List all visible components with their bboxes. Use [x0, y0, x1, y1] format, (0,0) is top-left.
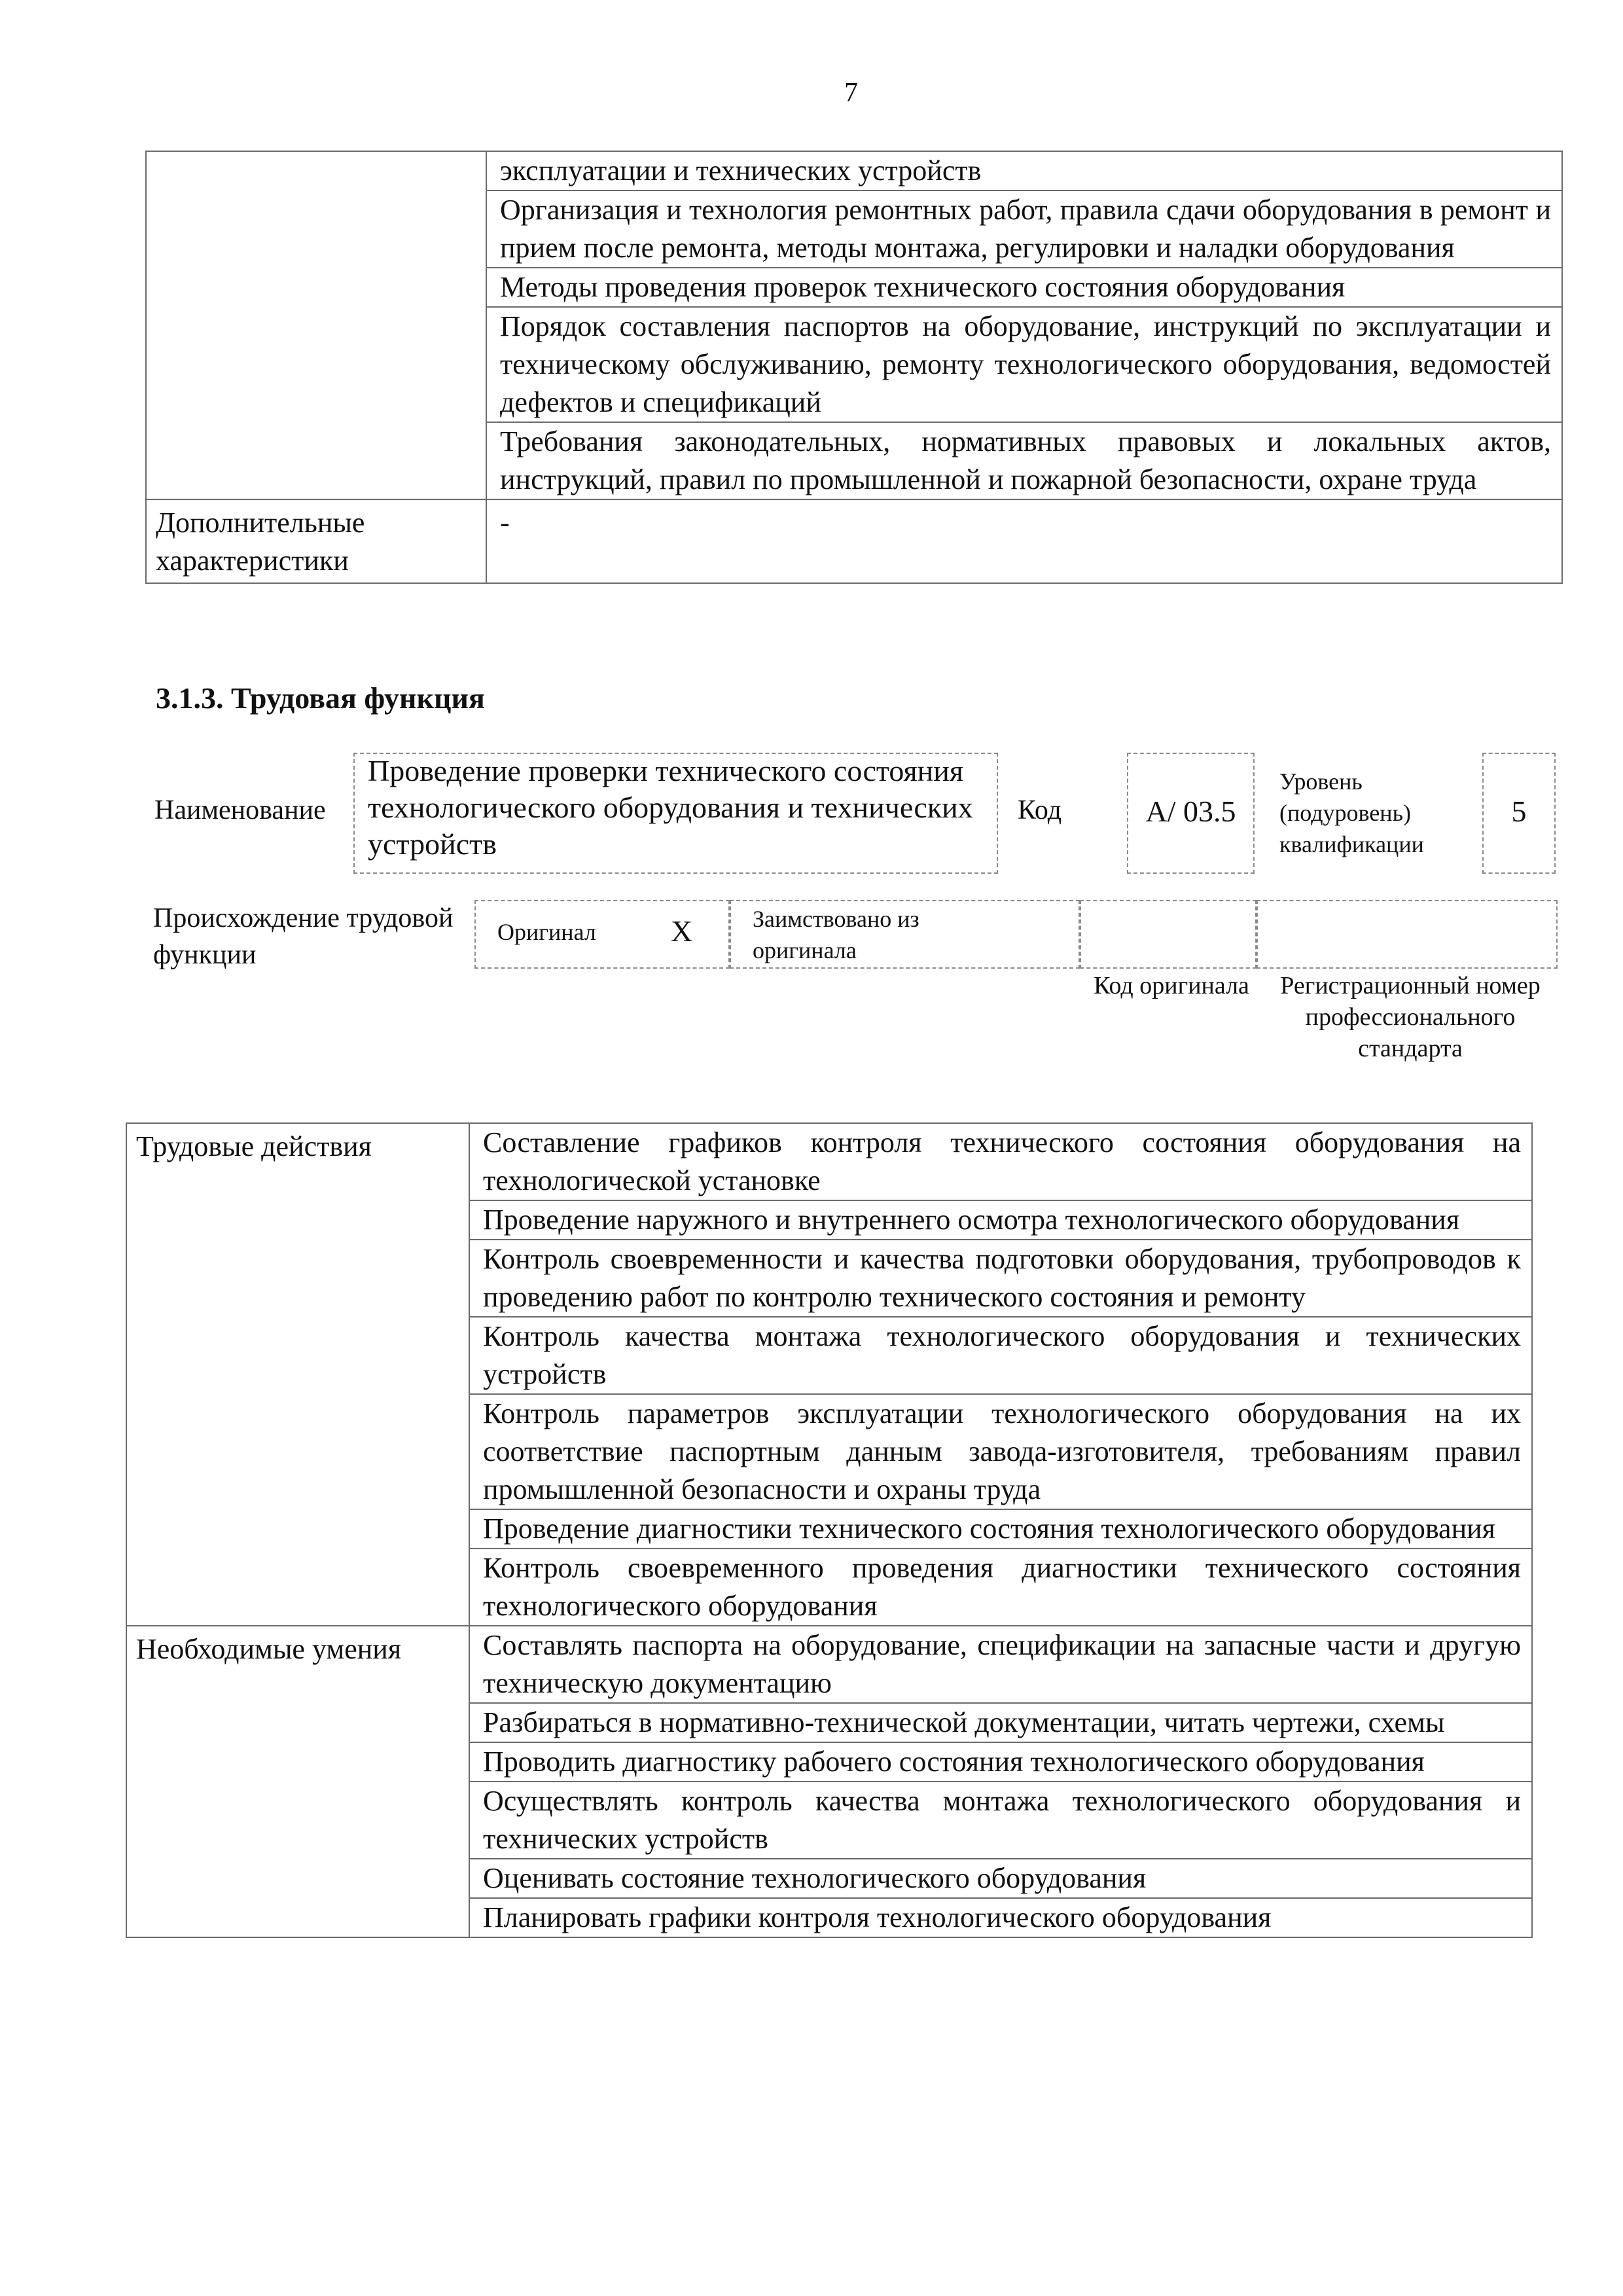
original-label: Оригинал: [497, 919, 596, 945]
name-label: Наименование: [154, 795, 326, 825]
labor-action-item: Составление графиков контроля технического состояния оборудования на технологической установке: [469, 1123, 1532, 1200]
function-code: А/ 03.5: [1145, 795, 1236, 828]
table-cell: Порядок составления паспортов на оборудование, инструкций по эксплуатации и техническому обслуживанию, ремонту технологического оборудования, ведомостей дефектов и спецификаций: [486, 307, 1562, 422]
table-cell: Методы проведения проверок технического состояния оборудования: [486, 268, 1562, 307]
additional-characteristics-label: Дополнительные характеристики: [146, 499, 486, 583]
required-skills-label: Необходимые умения: [126, 1626, 469, 1937]
table-cell: Требования законодательных, нормативных правовых и локальных актов, инструкций, правил по промышленной и пожарной безопасности, охране труда: [486, 422, 1562, 499]
labor-action-item: Проведение наружного и внутреннего осмотра технологического оборудования: [469, 1200, 1532, 1240]
table-label-cell: [146, 151, 486, 499]
table-row: [126, 1123, 1532, 1200]
skill-item: Осуществлять контроль качества монтажа технологического оборудования и технических устройств: [469, 1782, 1532, 1859]
skill-item: Составлять паспорта на оборудование, спецификации на запасные части и другую техническую документацию: [469, 1626, 1532, 1703]
code-label: Код: [1018, 795, 1062, 825]
labor-action-item: Контроль качества монтажа технологического оборудования и технических устройств: [469, 1317, 1532, 1394]
labor-action-item: Контроль своевременности и качества подготовки оборудования, трубопроводов к проведению работ по контролю технического состояния и ремонту: [469, 1240, 1532, 1317]
level-label: Уровень (подуровень) квалификации: [1279, 768, 1424, 857]
table-cell: эксплуатации и технических устройств: [486, 151, 1562, 190]
code-original-caption: Код оригинала: [1094, 972, 1249, 999]
level-value: 5: [1511, 795, 1527, 828]
actions-table: [126, 1122, 1533, 1938]
skill-item: Оценивать состояние технологического оборудования: [469, 1859, 1532, 1898]
labor-actions-label: Трудовые действия: [126, 1123, 469, 1626]
labor-action-item: Контроль своевременного проведения диагностики технического состояния технологического оборудования: [469, 1549, 1532, 1626]
skill-item: Проводить диагностику рабочего состояния технологического оборудования: [469, 1742, 1532, 1782]
knowledge-table: [145, 151, 1563, 584]
skill-item: Разбираться в нормативно-технической документации, читать чертежи, схемы: [469, 1703, 1532, 1742]
reg-number-caption: Регистрационный номер профессионального стандарта: [1280, 972, 1541, 1062]
reg-number-box: [1257, 900, 1558, 969]
function-name: Проведение проверки технического состояния технологического оборудования и технических устройств: [368, 754, 973, 861]
original-mark: X: [671, 914, 693, 948]
additional-characteristics-row: [146, 499, 1562, 583]
table-row: [126, 1626, 1532, 1703]
page-number: 7: [844, 78, 858, 108]
additional-characteristics-value: -: [486, 499, 1562, 583]
labor-action-item: Контроль параметров эксплуатации технологического оборудования на их соответствие паспортным данным завода-изготовителя, требованиям правил промышленной безопасности и охраны труда: [469, 1394, 1532, 1509]
origin-label: Происхождение трудовой функции: [153, 903, 454, 970]
table-cell: Организация и технология ремонтных работ, правила сдачи оборудования в ремонт и прием после ремонта, методы монтажа, регулировки и наладки оборудования: [486, 190, 1562, 268]
table-row: [146, 151, 1562, 190]
section-heading: 3.1.3. Трудовая функция: [156, 681, 485, 715]
skill-item: Планировать графики контроля технологического оборудования: [469, 1898, 1532, 1937]
code-original-box: [1080, 900, 1257, 969]
borrowed-label: Заимствовано из оригинала: [753, 906, 919, 963]
labor-action-item: Проведение диагностики технического состояния технологического оборудования: [469, 1509, 1532, 1549]
